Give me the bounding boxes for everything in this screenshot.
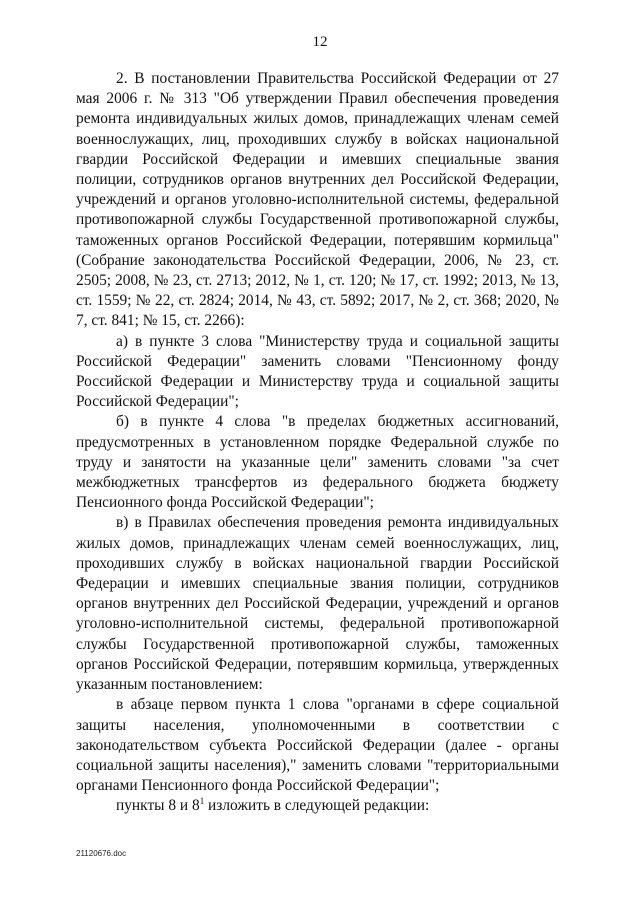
paragraph-clause-1: в абзаце первом пункта 1 слова "органами в сфере социальной защиты населения, уполномоченными в соответствии с законодательством субъекта Российской Федерации (далее - органы социальной защиты населения)," заменить словами "территориальными органами Пенсионного фонда Российской Федерации"; bbox=[76, 696, 559, 795]
redaction-text-after: изложить в следующей редакции: bbox=[204, 797, 430, 815]
paragraph-item-a: а) в пункте 3 слова "Министерству труда и социальной защиты Российской Федерации" заменить словами "Пенсионному фонду Российской Федерации и Министерству труда и социальной защиты Российской Федерации"; bbox=[76, 332, 559, 411]
redaction-text-before: пункты 8 и 8 bbox=[116, 797, 200, 815]
page-number: 12 bbox=[312, 34, 328, 50]
document-body bbox=[76, 69, 559, 817]
paragraph-item-v: в) в Правилах обеспечения проведения ремонта индивидуальных жилых домов, принадлежащих членам семей военнослужащих, лиц, проходивших службу в войсках национальной гвардии Российской Федерации и имевших специальные звания полиции, сотрудников органов внутренних дел Российской Федерации, учреждений и органов уголовно-исполнительной системы, федеральной противопожарной службы Государственной противопожарной службы, таможенных органов Российской Федерации, потерявшим кормильца, утвержденных указанным постановлением: bbox=[76, 514, 559, 694]
paragraph-item-b: б) в пункте 4 слова "в пределах бюджетных ассигнований, предусмотренных в установленном порядке Федеральной службе по труду и занятости на указанные цели" заменить словами "за счет межбюджетных трансфертов из федерального бюджета бюджету Пенсионного фонда Российской Федерации"; bbox=[76, 413, 559, 512]
paragraph-amendment-intro: 2. В постановлении Правительства Российской Федерации от 27 мая 2006 г. № 313 "Об утверждении Правил обеспечения проведения ремонта индивидуальных жилых домов, принадлежащих членам семей военнослужащих, лиц, проходивших службу в войсках национальной гвардии Российской Федерации и имевших специальные звания полиции, сотрудников органов внутренних дел Российской Федерации, учреждений и органов уголовно-исполнительной системы, федеральной противопожарной службы Государственной противопожарной службы, таможенных органов Российской Федерации, потерявшим кормильца" (Собрание законодательства Российской Федерации, 2006, № 23, ст. 2505; 2008, № 23, ст. 2713; 2012, № 1, ст. 120; № 17, ст. 1992; 2013, № 13, ст. 1559; № 22, ст. 2824; 2014, № 43, ст. 5892; 2017, № 2, ст. 368; 2020, № 7, ст. 841; № 15, ст. 2266): bbox=[76, 70, 559, 330]
paragraph-redaction-line bbox=[76, 796, 559, 816]
footer-file-name: 21120676.doc bbox=[76, 849, 127, 858]
superscript-marker: 1 bbox=[199, 796, 205, 807]
